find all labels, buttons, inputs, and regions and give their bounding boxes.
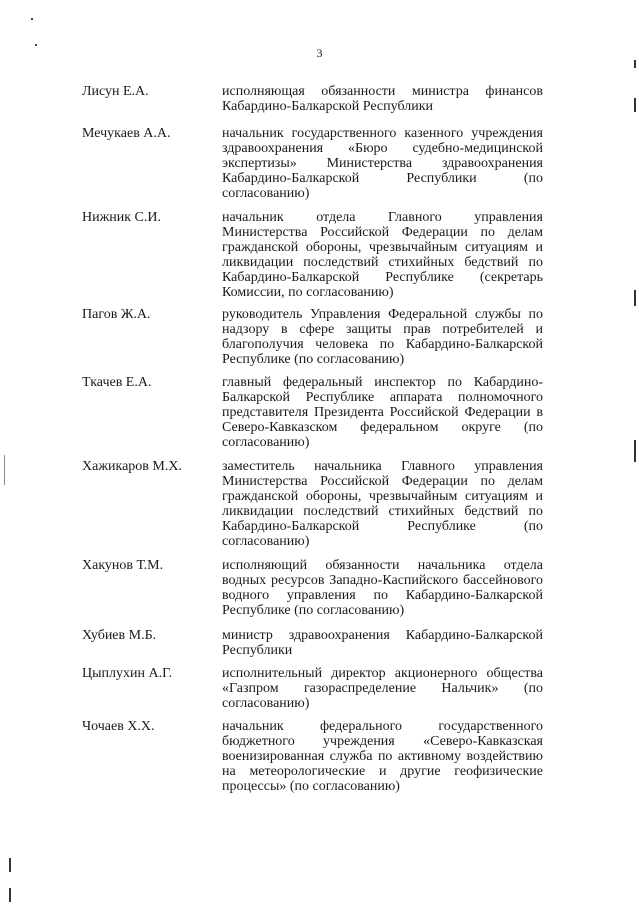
scan-edge-mark	[4, 455, 5, 485]
member-position: руководитель Управления Федеральной службы по надзору в сфере защиты прав потребителей и благополучия человека по Кабардино-Балкарской Республике (по согласованию)	[222, 307, 543, 367]
scan-edge-mark	[634, 98, 636, 112]
member-position: заместитель начальника Главного управления Министерства Российской Федерации по делам гражданской обороны, чрезвычайным ситуациям и ликвидации последствий стихийных бедствий по Кабардино-Балкарской Республике (по согласованию)	[222, 459, 543, 549]
member-name: Пагов Ж.А.	[82, 307, 151, 322]
member-position: исполнительный директор акционерного общества «Газпром газораспределение Нальчик» (по согласованию)	[222, 666, 543, 711]
scan-edge-mark	[9, 888, 11, 902]
member-name: Хубиев М.Б.	[82, 628, 157, 643]
scan-edge-mark	[9, 858, 11, 872]
member-name: Нижник С.И.	[82, 210, 162, 225]
member-name: Хажикаров М.Х.	[82, 459, 182, 474]
member-position: исполняющая обязанности министра финансов Кабардино-Балкарской Республики	[222, 84, 543, 114]
member-position: министр здравоохранения Кабардино-Балкарской Республики	[222, 628, 543, 658]
scan-edge-mark	[634, 440, 636, 462]
page-number: 3	[316, 46, 323, 60]
member-name: Лисун Е.А.	[82, 84, 149, 99]
member-name: Мечукаев А.А.	[82, 126, 171, 141]
member-position: исполняющий обязанности начальника отдела водных ресурсов Западно-Каспийского бассейнового водного управления по Кабардино-Балкарской Республике (по согласованию)	[222, 558, 543, 618]
member-name: Цыплухин А.Г.	[82, 666, 173, 681]
member-name: Чочаев Х.Х.	[82, 719, 155, 734]
member-position: главный федеральный инспектор по Кабардино-Балкарской Республике аппарата полномочного представителя Президента Российской Федерации в Северо-Кавказском федеральном округе (по согласованию)	[222, 375, 543, 450]
member-position: начальник федерального государственного бюджетного учреждения «Северо-Кавказская военизированная служба по активному воздействию на метеорологические и другие геофизические процессы» (по согласованию)	[222, 719, 543, 794]
scan-edge-mark	[634, 60, 636, 68]
member-position: начальник отдела Главного управления Министерства Российской Федерации по делам гражданской обороны, чрезвычайным ситуациям и ликвидации последствий стихийных бедствий по Кабардино-Балкарской Республике (секретарь Комиссии, по согласованию)	[222, 210, 543, 300]
member-name: Хакунов Т.М.	[82, 558, 164, 573]
scan-edge-mark	[634, 290, 636, 306]
member-position: начальник государственного казенного учреждения здравоохранения «Бюро судебно-медицинской экспертизы» Министерства здравоохранения Кабардино-Балкарской Республики (по согласованию)	[222, 126, 543, 201]
member-name: Ткачев Е.А.	[82, 375, 152, 390]
scan-dot	[31, 18, 33, 20]
